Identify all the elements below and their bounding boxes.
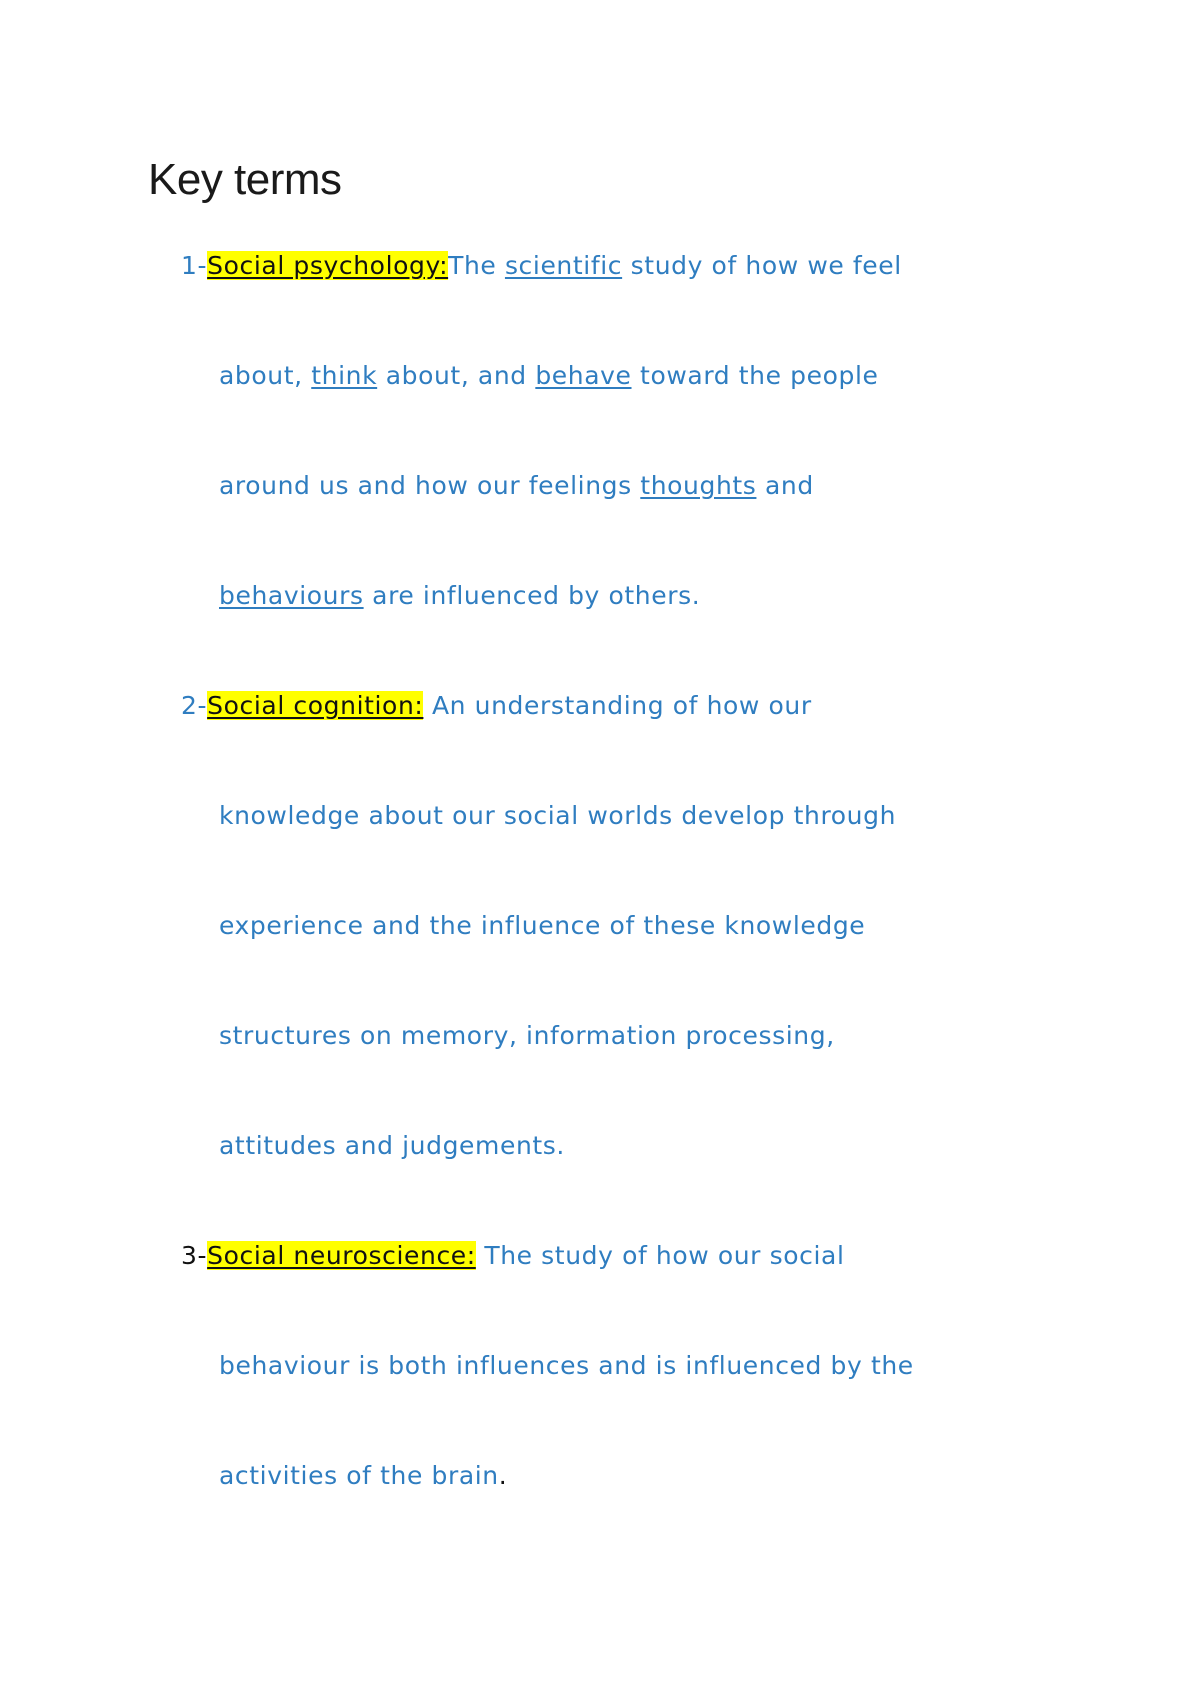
underlined-word: scientific	[504, 251, 623, 280]
text-run: structures on memory, information processing,	[219, 1021, 835, 1050]
text-run: about,	[219, 361, 312, 390]
term-2-line-4	[219, 1016, 835, 1056]
term-2-line-1	[181, 686, 812, 726]
term-2-line-2	[219, 796, 896, 836]
term-3-line-1	[181, 1236, 845, 1276]
term-1-line-4	[219, 576, 700, 616]
text-run: are influenced by others.	[363, 581, 701, 610]
text-run: experience and the influence of these knowledge	[219, 911, 866, 940]
text-run: study of how we feel	[622, 251, 902, 280]
term-number: 2-	[181, 691, 208, 720]
term-1-line-2	[219, 356, 879, 396]
text-run: and	[756, 471, 814, 500]
term-heading: Social neuroscience:	[207, 1241, 476, 1270]
text-run: behaviour is both influences and is influenced by the	[219, 1351, 914, 1380]
text-run: An understanding of how our	[431, 691, 812, 720]
underlined-word: think	[311, 361, 378, 390]
term-1-line-1	[181, 246, 902, 286]
text-run: knowledge about our social worlds develop through	[219, 801, 897, 830]
term-2-line-5	[219, 1126, 565, 1166]
term-heading: Social cognition:	[207, 691, 424, 720]
text-run: The	[448, 251, 505, 280]
text-run: The study of how our social	[484, 1241, 845, 1270]
text-run: around us and how our feelings	[219, 471, 641, 500]
text-run: about, and	[377, 361, 536, 390]
term-number: 3-	[181, 1241, 208, 1270]
text-run: attitudes and judgements.	[219, 1131, 565, 1160]
text-run: toward the people	[631, 361, 879, 390]
underlined-word: thoughts	[640, 471, 757, 500]
term-heading: Social psychology:	[207, 251, 449, 280]
term-2-line-3	[219, 906, 865, 946]
term-3-line-3	[219, 1456, 507, 1496]
text-run: activities of the brain	[219, 1461, 499, 1490]
term-3-line-2	[219, 1346, 914, 1386]
page-title: Key terms	[148, 155, 342, 204]
term-1-line-3	[219, 466, 814, 506]
underlined-word: behaviours	[219, 581, 364, 610]
term-number: 1-	[181, 251, 208, 280]
underlined-word: behave	[535, 361, 632, 390]
text-run-period: .	[498, 1461, 508, 1490]
